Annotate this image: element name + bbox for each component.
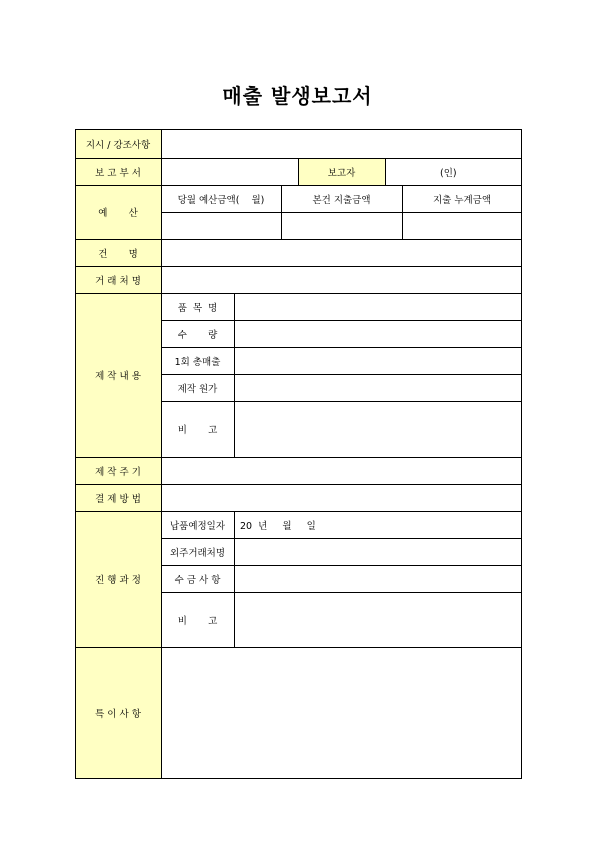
special-notes-label: 특 이 사 항	[75, 647, 161, 779]
budget-cumulative-header: 지출 누계금액	[432, 194, 492, 206]
budget-month-header: 당월 예산금액( 월)	[177, 194, 265, 206]
progress-remarks-label: 비 고	[177, 615, 218, 627]
production-remarks-label: 비 고	[177, 425, 218, 436]
delivery-date-label: 납품예정일자	[169, 520, 226, 532]
outsourcing-label: 외주거래처명	[169, 547, 226, 559]
reporter-label: 보고자	[298, 158, 385, 185]
payment-label: 결 제 방 법	[75, 484, 161, 511]
delivery-date-value: 20 년 월 일	[240, 520, 316, 532]
total-sales-label: 1회 총매출	[174, 356, 221, 368]
client-label: 거 래 처 명	[75, 266, 161, 293]
production-label: 제 작 내 용	[75, 293, 161, 457]
product-label: 품 목 명	[177, 302, 218, 314]
item-name-label: 건 명	[75, 239, 161, 266]
report-dept-label: 보 고 부 서	[75, 158, 161, 185]
instructions-label: 지시 / 강조사항	[75, 129, 161, 158]
seal-mark: (인)	[440, 167, 457, 179]
page-title: 매출 발생보고서	[222, 84, 373, 108]
progress-label: 진 행 과 정	[75, 511, 161, 647]
cost-label: 제작 원가	[177, 383, 218, 395]
cycle-label: 제 작 주 기	[75, 457, 161, 484]
budget-label: 예 산	[75, 185, 161, 239]
collection-label: 수 금 사 항	[174, 574, 221, 586]
budget-spend-header: 본건 지출금액	[312, 194, 371, 206]
quantity-label: 수 량	[177, 329, 218, 341]
